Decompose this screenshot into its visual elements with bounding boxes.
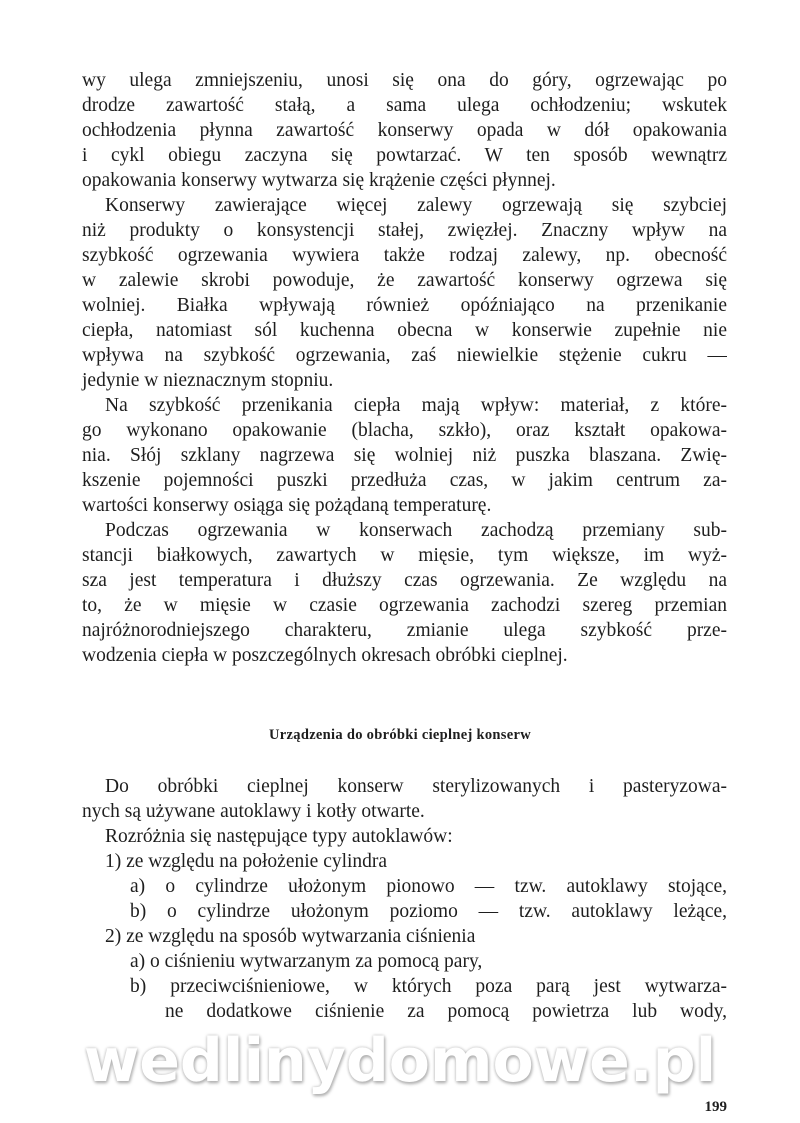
text-line: Podczas ogrzewania w konserwach zachodzą przemiany sub-	[105, 520, 727, 541]
text-line: wodzenia ciepła w poszczególnych okresach obróbki cieplnej.	[82, 645, 568, 666]
page-number: 199	[704, 1099, 727, 1115]
text-line: nia. Słój szklany nagrzewa się wolniej niż puszka blaszana. Zwię-	[82, 445, 727, 466]
text-line: najróżnorodniejszego charakteru, zmianie ulega szybkość prze-	[82, 620, 727, 641]
text-line: kszenie pojemności puszki przedłuża czas, w jakim centrum za-	[82, 470, 727, 491]
list-item: a) o ciśnieniu wytwarzanym za pomocą pary,	[130, 951, 483, 972]
text-line: w zalewie skrobi powoduje, że zawartość konserwy ogrzewa się	[82, 270, 727, 291]
text-line: wartości konserwy osiąga się pożądaną temperaturę.	[82, 495, 492, 516]
text-line: nych są używane autoklawy i kotły otwarte.	[82, 801, 425, 822]
list-item: b) przeciwciśnieniowe, w których poza parą jest wytwarza-	[130, 976, 727, 997]
text-line: szybkość ogrzewania wywiera także rodzaj zalewy, np. obecność	[82, 245, 727, 266]
text-line: ciepła, natomiast sól kuchenna obecna w konserwie zupełnie nie	[82, 320, 727, 341]
text-line: sza jest temperatura i dłuższy czas ogrzewania. Ze względu na	[82, 570, 727, 591]
text-line: to, że w mięsie w czasie ogrzewania zachodzi szereg przemian	[82, 595, 727, 616]
text-line: Do obróbki cieplnej konserw sterylizowanych i pasteryzowa-	[105, 776, 727, 797]
list-item: 1) ze względu na położenie cylindra	[105, 851, 388, 872]
text-line: niż produkty o konsystencji stałej, zwięzłej. Znaczny wpływ na	[82, 220, 727, 241]
text-line: jedynie w nieznacznym stopniu.	[82, 370, 334, 391]
section-heading: Urządzenia do obróbki cieplnej konserw	[269, 727, 531, 743]
text-line: Konserwy zawierające więcej zalewy ogrzewają się szybciej	[105, 195, 727, 216]
text-line: Na szybkość przenikania ciepła mają wpływ: materiał, z które-	[105, 395, 727, 416]
list-item: b) o cylindrze ułożonym poziomo — tzw. autoklawy leżące,	[130, 901, 727, 922]
text-line: stancji białkowych, zawartych w mięsie, tym większe, im wyż-	[82, 545, 727, 566]
text-line: go wykonano opakowanie (blacha, szkło), oraz kształt opakowa-	[82, 420, 727, 441]
text-line: ne dodatkowe ciśnienie za pomocą powietrza lub wody,	[165, 1001, 727, 1022]
text-line: wy ulega zmniejszeniu, unosi się ona do góry, ogrzewając po	[82, 70, 727, 91]
list-item: 2) ze względu na sposób wytwarzania ciśnienia	[105, 926, 476, 947]
watermark: wedlinydomowe.pl	[83, 1026, 717, 1096]
text-line: i cykl obiegu zaczyna się powtarzać. W ten sposób wewnątrz	[82, 145, 727, 166]
text-line: ochłodzenia płynna zawartość konserwy opada w dół opakowania	[82, 120, 727, 141]
text-line: wpływa na szybkość ogrzewania, zaś niewielkie stężenie cukru —	[82, 345, 727, 366]
text-line: opakowania konserwy wytwarza się krążenie części płynnej.	[82, 170, 556, 191]
text-line: wolniej. Białka wpływają również opóźniająco na przenikanie	[82, 295, 727, 316]
list-item: a) o cylindrze ułożonym pionowo — tzw. autoklawy stojące,	[130, 876, 727, 897]
text-line: Rozróżnia się następujące typy autoklawów:	[105, 826, 453, 847]
text-line: drodze zawartość stałą, a sama ulega ochłodzeniu; wskutek	[82, 95, 727, 116]
